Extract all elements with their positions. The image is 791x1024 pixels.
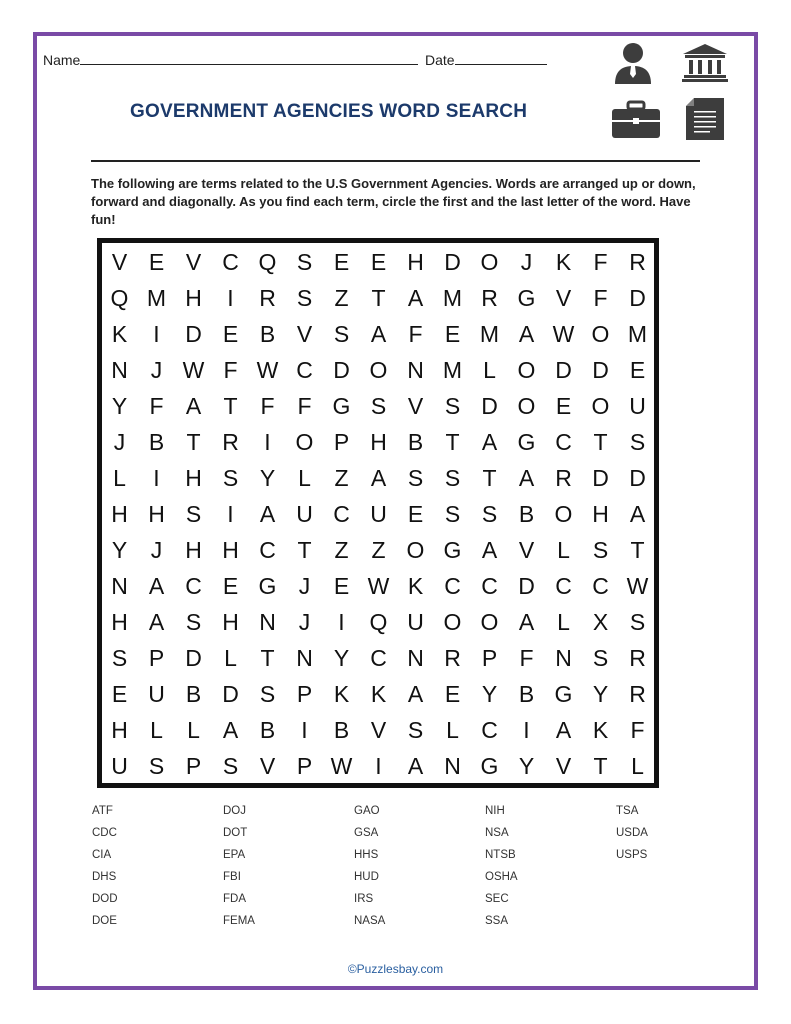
grid-letter[interactable]: L [557,537,570,563]
grid-row [101,640,657,676]
grid-letter[interactable]: H [222,609,239,635]
grid-letter[interactable]: C [592,573,609,599]
word-list-item: DOD [92,893,118,905]
grid-row [101,676,657,712]
grid-letter[interactable]: M [146,285,167,311]
grid-letter[interactable]: Z [334,285,349,311]
grid-letter[interactable]: A [518,609,535,635]
grid-letter[interactable]: G [332,393,351,419]
grid-letter[interactable]: P [296,681,313,707]
grid-letter[interactable]: S [222,465,239,491]
grid-letter[interactable]: E [111,681,128,707]
grid-letter[interactable]: D [629,285,646,311]
grid-letter[interactable]: T [371,285,386,311]
grid-letter[interactable]: B [518,681,535,707]
grid-letter[interactable]: A [370,321,387,347]
grid-letter[interactable]: S [148,753,165,779]
grid-letter[interactable]: L [150,717,163,743]
grid-letter[interactable]: N [407,357,424,383]
grid-letter[interactable]: E [222,321,239,347]
grid-letter[interactable]: A [148,573,165,599]
grid-letter[interactable]: W [256,357,279,383]
grid-letter[interactable]: P [481,645,498,671]
grid-letter[interactable]: N [296,645,313,671]
word-list-item: USDA [616,827,648,839]
grid-letter[interactable]: Y [259,465,276,491]
grid-letter[interactable]: E [629,357,646,383]
grid-letter[interactable]: R [629,645,646,671]
word-list-item: FDA [223,893,246,905]
grid-letter[interactable]: L [446,717,459,743]
grid-letter[interactable]: S [111,645,128,671]
grid-letter[interactable]: B [148,429,165,455]
date-field[interactable] [425,52,547,68]
grid-letter[interactable]: Y [481,681,498,707]
grid-letter[interactable]: C [259,537,276,563]
grid-letter[interactable]: O [443,609,462,635]
grid-letter[interactable]: A [148,609,165,635]
word-list-item: NASA [354,915,386,927]
grid-letter[interactable]: U [407,609,424,635]
grid-letter[interactable]: T [593,753,608,779]
bank-icon [681,42,729,82]
grid-letter[interactable]: T [223,393,238,419]
grid-letter[interactable]: Q [258,249,277,275]
name-underline[interactable] [80,52,418,65]
grid-letter[interactable]: O [406,537,425,563]
word-list-item: NTSB [485,849,516,861]
grid-letter[interactable]: Q [110,285,129,311]
grid-letter[interactable]: S [222,753,239,779]
grid-letter[interactable]: C [481,717,498,743]
grid-letter[interactable]: I [227,285,234,311]
grid-letter[interactable]: V [259,753,276,779]
grid-letter[interactable]: S [296,249,313,275]
grid-letter[interactable]: Y [333,645,350,671]
divider [91,160,700,162]
grid-letter[interactable]: J [150,357,163,383]
word-search-grid [101,244,657,784]
grid-letter[interactable]: I [301,717,308,743]
word-list-item: EPA [223,849,246,861]
word-list-column [223,800,354,932]
grid-letter[interactable]: U [370,501,387,527]
grid-letter[interactable]: N [111,357,128,383]
grid-row [101,388,657,424]
grid-letter[interactable]: O [517,393,536,419]
grid-letter[interactable]: E [444,321,461,347]
grid-letter[interactable]: O [554,501,573,527]
date-underline[interactable] [455,52,547,65]
grid-letter[interactable]: D [592,357,609,383]
grid-letter[interactable]: I [375,753,382,779]
grid-letter[interactable]: A [185,393,202,419]
word-list-item: GAO [354,805,380,817]
grid-letter[interactable]: K [111,321,128,347]
grid-letter[interactable]: G [554,681,573,707]
grid-letter[interactable]: W [626,573,649,599]
grid-letter[interactable]: A [629,501,646,527]
grid-letter[interactable]: S [185,609,202,635]
grid-letter[interactable]: S [629,429,646,455]
grid-letter[interactable]: L [224,645,237,671]
grid-letter[interactable]: C [555,429,572,455]
grid-letter[interactable]: O [369,357,388,383]
grid-letter[interactable]: L [113,465,126,491]
grid-letter[interactable]: I [153,465,160,491]
grid-letter[interactable]: N [444,753,461,779]
grid-letter[interactable]: A [407,285,424,311]
grid-letter[interactable]: S [592,537,609,563]
grid-letter[interactable]: D [592,465,609,491]
grid-letter[interactable]: G [443,537,462,563]
grid-letter[interactable]: F [297,393,312,419]
grid-letter[interactable]: Y [111,393,128,419]
grid-letter[interactable]: F [408,321,423,347]
word-list-item: SSA [485,915,509,927]
grid-letter[interactable]: F [593,285,608,311]
grid-letter[interactable]: S [296,285,313,311]
grid-letter[interactable]: T [260,645,275,671]
grid-letter[interactable]: L [631,753,644,779]
grid-letter[interactable]: T [445,429,460,455]
grid-letter[interactable]: V [370,717,387,743]
page-title: GOVERNMENT AGENCIES WORD SEARCH [130,101,528,122]
grid-letter[interactable]: R [629,249,646,275]
grid-letter[interactable]: R [222,429,239,455]
grid-letter[interactable]: G [480,753,499,779]
grid-letter[interactable]: U [148,681,165,707]
grid-letter[interactable]: S [444,393,461,419]
grid-letter[interactable]: U [629,393,646,419]
grid-letter[interactable]: J [298,609,311,635]
grid-letter[interactable]: Z [334,465,349,491]
grid-letter[interactable]: F [630,717,645,743]
grid-letter[interactable]: C [370,645,387,671]
grid-letter[interactable]: R [481,285,498,311]
grid-letter[interactable]: C [444,573,461,599]
grid-letter[interactable]: T [297,537,312,563]
grid-row [101,496,657,532]
grid-letter[interactable]: H [148,501,165,527]
word-list-item: USPS [616,849,648,861]
grid-letter[interactable]: A [481,429,498,455]
grid-letter[interactable]: B [333,717,350,743]
briefcase-icon [610,100,662,140]
grid-letter[interactable]: F [223,357,238,383]
word-list-column [485,800,616,932]
grid-letter[interactable]: S [185,501,202,527]
grid-letter[interactable]: D [185,645,202,671]
word-list-item: HHS [354,849,379,861]
grid-letter[interactable]: V [407,393,424,419]
grid-row [101,748,657,784]
grid-letter[interactable]: P [185,753,202,779]
word-list-item: SEC [485,893,509,905]
grid-letter[interactable]: H [185,537,202,563]
grid-letter[interactable]: A [407,753,424,779]
grid-letter[interactable]: L [187,717,200,743]
grid-letter[interactable]: T [186,429,201,455]
grid-letter[interactable]: K [370,681,387,707]
grid-letter[interactable]: S [629,609,646,635]
instructions: The following are terms related to the U.S Government Agencies. Words are arranged up or down, forward and diagonally. As you find each term, circle the first and the last letter of the word. Have fun! [91,176,696,227]
word-list-item: HUD [354,871,379,883]
word-list-item: TSA [616,805,639,817]
grid-letter[interactable]: A [481,537,498,563]
grid-row [101,424,657,460]
grid-letter[interactable]: T [593,429,608,455]
grid-letter[interactable]: F [593,249,608,275]
grid-letter[interactable]: O [591,393,610,419]
grid-letter[interactable]: H [185,465,202,491]
grid-letter[interactable]: V [296,321,313,347]
grid-letter[interactable]: Z [371,537,386,563]
grid-letter[interactable]: Y [111,537,128,563]
grid-letter[interactable]: D [185,321,202,347]
word-list-item: GSA [354,827,379,839]
grid-letter[interactable]: D [481,393,498,419]
word-list-item: NIH [485,805,505,817]
grid-letter[interactable]: H [592,501,609,527]
grid-letter[interactable]: A [518,465,535,491]
document-icon [686,98,724,140]
grid-row [101,280,657,316]
grid-letter[interactable]: S [407,465,424,491]
grid-letter[interactable]: M [479,321,500,347]
word-list-column [354,800,485,932]
grid-letter[interactable]: S [444,465,461,491]
grid-letter[interactable]: R [444,645,461,671]
word-list-item: CDC [92,827,117,839]
grid-letter[interactable]: H [111,501,128,527]
grid-letter[interactable]: K [592,717,609,743]
grid-letter[interactable]: S [259,681,276,707]
word-list-item: DHS [92,871,117,883]
grid-letter[interactable]: R [555,465,572,491]
grid-letter[interactable]: M [627,321,648,347]
grid-letter[interactable]: D [629,465,646,491]
grid-letter[interactable]: B [407,429,424,455]
word-list-item: NSA [485,827,509,839]
grid-letter[interactable]: M [442,285,463,311]
grid-letter[interactable]: S [592,645,609,671]
grid-letter[interactable]: S [444,501,461,527]
grid-letter[interactable]: B [185,681,202,707]
grid-row [101,568,657,604]
word-list-item: DOE [92,915,117,927]
grid-letter[interactable]: C [296,357,313,383]
grid-letter[interactable]: D [555,357,572,383]
grid-letter[interactable]: A [222,717,239,743]
grid-letter[interactable]: Z [334,537,349,563]
grid-letter[interactable]: E [333,249,350,275]
grid-letter[interactable]: B [259,717,276,743]
word-list-item: ATF [92,805,113,817]
grid-letter[interactable]: C [222,249,239,275]
grid-letter[interactable]: D [333,357,350,383]
grid-letter[interactable]: N [555,645,572,671]
grid-letter[interactable]: C [555,573,572,599]
grid-row [101,316,657,352]
grid-letter[interactable]: T [482,465,497,491]
grid-letter[interactable]: I [264,429,271,455]
grid-letter[interactable]: W [367,573,390,599]
grid-letter[interactable]: O [480,249,499,275]
grid-letter[interactable]: C [481,573,498,599]
grid-letter[interactable]: J [520,249,533,275]
grid-letter[interactable]: S [481,501,498,527]
grid-letter[interactable]: D [518,573,535,599]
grid-row [101,532,657,568]
grid-letter[interactable]: F [260,393,275,419]
grid-letter[interactable]: A [370,465,387,491]
grid-letter[interactable]: E [407,501,424,527]
grid-letter[interactable]: A [555,717,572,743]
grid-letter[interactable]: O [517,357,536,383]
grid-letter[interactable]: D [222,681,239,707]
word-list-column [616,800,747,932]
grid-letter[interactable]: L [557,609,570,635]
grid-letter[interactable]: O [480,609,499,635]
grid-letter[interactable]: E [222,573,239,599]
name-label: Name [43,52,81,68]
grid-letter[interactable]: C [185,573,202,599]
grid-letter[interactable]: Y [518,753,535,779]
grid-letter[interactable]: F [149,393,164,419]
grid-letter[interactable]: T [630,537,645,563]
grid-row [101,352,657,388]
grid-letter[interactable]: I [153,321,160,347]
grid-letter[interactable]: E [148,249,165,275]
grid-letter[interactable]: K [407,573,424,599]
grid-row [101,244,657,280]
grid-letter[interactable]: A [407,681,424,707]
word-list-column [92,800,223,932]
grid-letter[interactable]: N [111,573,128,599]
grid-letter[interactable]: I [523,717,530,743]
grid-letter[interactable]: U [296,501,313,527]
grid-letter[interactable]: R [629,681,646,707]
grid-row [101,460,657,496]
grid-letter[interactable]: H [111,717,128,743]
grid-letter[interactable]: E [370,249,387,275]
name-field[interactable] [43,52,418,68]
grid-letter[interactable]: E [555,393,572,419]
grid-letter[interactable]: J [150,537,163,563]
grid-letter[interactable]: A [259,501,276,527]
grid-letter[interactable]: Q [369,609,388,635]
grid-letter[interactable]: M [442,357,463,383]
grid-letter[interactable]: B [518,501,535,527]
grid-row [101,604,657,640]
grid-letter[interactable]: C [333,501,350,527]
word-list-item: IRS [354,893,374,905]
grid-letter[interactable]: G [258,573,277,599]
grid-letter[interactable]: R [259,285,276,311]
grid-letter[interactable]: X [592,609,609,635]
grid-letter[interactable]: A [518,321,535,347]
grid-letter[interactable]: K [555,249,572,275]
word-list-item: DOJ [223,805,246,817]
grid-letter[interactable]: W [182,357,205,383]
grid-letter[interactable]: V [185,249,202,275]
grid-letter[interactable]: O [591,321,610,347]
grid-letter[interactable]: H [407,249,424,275]
grid-letter[interactable]: S [333,321,350,347]
grid-letter[interactable]: H [222,537,239,563]
grid-letter[interactable]: K [333,681,350,707]
person-icon [611,40,655,84]
word-list-item: FBI [223,871,241,883]
grid-letter[interactable]: E [444,681,461,707]
word-list [92,800,747,932]
grid-letter[interactable]: W [552,321,575,347]
grid-letter[interactable]: V [111,249,128,275]
grid-letter[interactable]: Y [592,681,609,707]
grid-letter[interactable]: J [298,573,311,599]
grid-row [101,712,657,748]
grid-letter[interactable]: F [519,645,534,671]
grid-letter[interactable]: U [111,753,128,779]
grid-letter[interactable]: N [259,609,276,635]
grid-letter[interactable]: I [227,501,234,527]
date-label: Date [425,52,455,68]
word-list-item: CIA [92,849,112,861]
word-list-item: OSHA [485,871,518,883]
grid-letter[interactable]: D [444,249,461,275]
grid-letter[interactable]: S [370,393,387,419]
grid-letter[interactable]: N [407,645,424,671]
word-list-item: DOT [223,827,248,839]
footer-credit: ©Puzzlesbay.com [347,962,444,976]
grid-letter[interactable]: V [518,537,535,563]
grid-letter[interactable]: P [333,429,350,455]
grid-letter[interactable]: S [407,717,424,743]
grid-letter[interactable]: P [296,753,313,779]
grid-letter[interactable]: V [555,753,572,779]
grid-letter[interactable]: O [295,429,314,455]
grid-letter[interactable]: H [370,429,387,455]
grid-letter[interactable]: J [113,429,126,455]
grid-letter[interactable]: V [555,285,572,311]
grid-letter[interactable]: B [259,321,276,347]
grid-letter[interactable]: G [517,429,536,455]
grid-letter[interactable]: E [333,573,350,599]
grid-letter[interactable]: L [483,357,496,383]
grid-letter[interactable]: I [338,609,345,635]
grid-letter[interactable]: L [298,465,311,491]
grid-letter[interactable]: W [330,753,353,779]
word-list-item: FEMA [223,915,255,927]
grid-letter[interactable]: H [185,285,202,311]
grid-letter[interactable]: H [111,609,128,635]
grid-letter[interactable]: G [517,285,536,311]
grid-letter[interactable]: P [148,645,165,671]
